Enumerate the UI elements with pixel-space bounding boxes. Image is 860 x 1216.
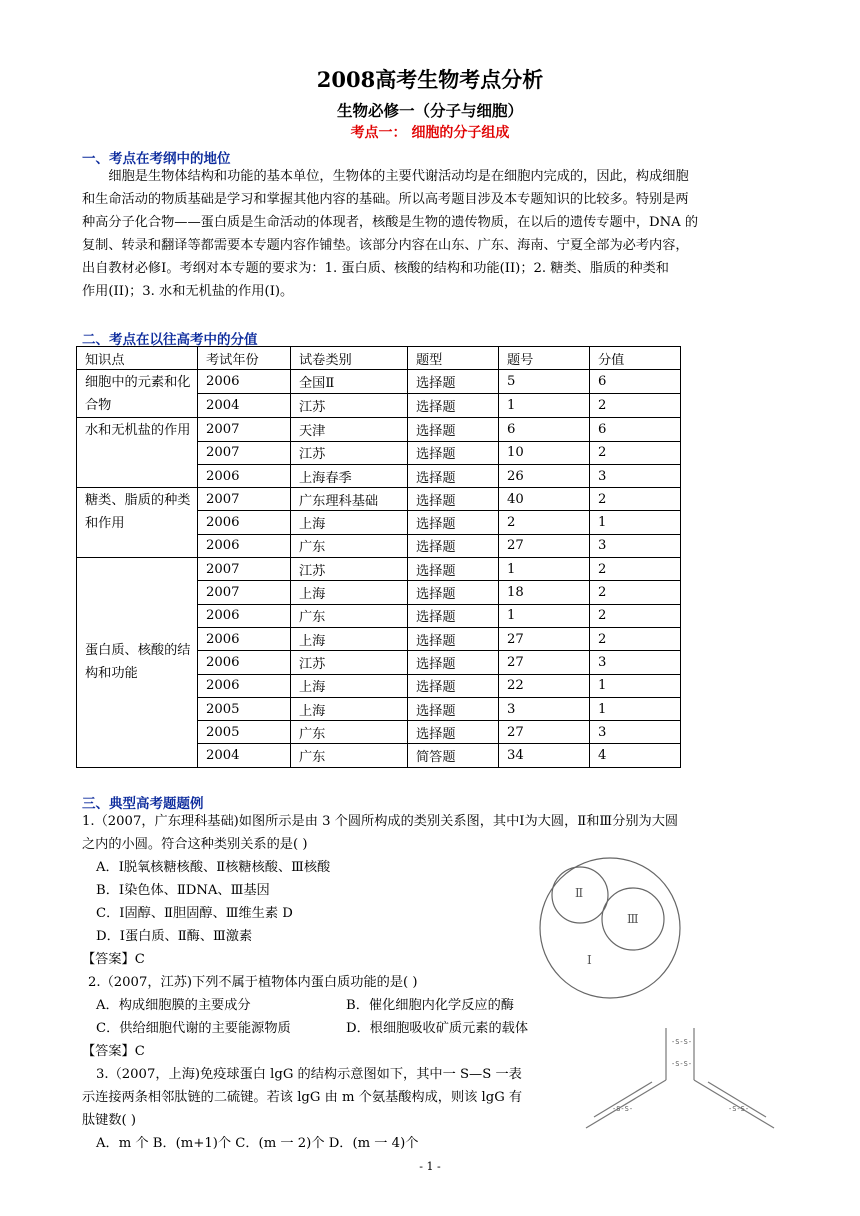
- table-cell: 2: [590, 604, 681, 627]
- table-cell: 2006: [198, 627, 291, 650]
- table-cell: 选择题: [408, 441, 499, 464]
- table-cell: 2: [590, 558, 681, 581]
- circle-large: [540, 858, 680, 998]
- table-cell: 简答题: [408, 744, 499, 767]
- table-cell: 2: [590, 394, 681, 418]
- table-header-cell: 分值: [590, 347, 681, 370]
- table-cell: 2: [590, 488, 681, 511]
- table-cell: 天津: [291, 418, 408, 441]
- q1-option-d: D．Ⅰ蛋白质、Ⅱ酶、Ⅲ激素: [96, 929, 253, 944]
- label-i: Ⅰ: [587, 953, 592, 967]
- table-cell: 选择题: [408, 581, 499, 604]
- table-cell: 6: [590, 370, 681, 394]
- table-cell: 27: [499, 627, 590, 650]
- section1-line: 细胞是生物体结构和功能的基本单位，生物体的主要代谢活动均是在细胞内完成的，因此，构成细胞: [108, 169, 689, 184]
- table-cell: 2: [590, 441, 681, 464]
- table-cell: 34: [499, 744, 590, 767]
- q1-stem: 之内的小圆。符合这种类别关系的是( ): [82, 837, 308, 852]
- table-cell: 2005: [198, 697, 291, 720]
- table-cell: 3: [590, 534, 681, 557]
- section1-paragraph: [82, 165, 782, 303]
- table-header-cell: 题型: [408, 347, 499, 370]
- document-title: 2008高考生物考点分析: [316, 67, 544, 92]
- q1-answer: 【答案】C: [82, 952, 145, 967]
- table-cell: 广东: [291, 534, 408, 557]
- table-cell: 广东: [291, 604, 408, 627]
- table-cell: 3: [590, 721, 681, 744]
- table-cell: 2006: [198, 674, 291, 697]
- section1-line: 作用(II)；3. 水和无机盐的作用(I)。: [82, 284, 294, 299]
- section3-heading: 三、典型高考题题例: [82, 796, 204, 812]
- table-cell: 选择题: [408, 394, 499, 418]
- topic-cell: 水和无机盐的作用: [77, 418, 198, 488]
- table-cell: 2: [590, 581, 681, 604]
- table-cell: 26: [499, 464, 590, 487]
- q1-option-c: C．Ⅰ固醇、Ⅱ胆固醇、Ⅲ维生素 D: [96, 906, 293, 921]
- q2-stem: 2.（2007，江苏)下列不属于植物体内蛋白质功能的是( ): [88, 975, 418, 990]
- section1-line: 复制、转录和翻译等都需要本专题内容作铺垫。该部分内容在山东、广东、海南、宁夏全部为必考内容，: [82, 238, 689, 253]
- table-cell: 4: [590, 744, 681, 767]
- table-cell: 广东: [291, 721, 408, 744]
- table-cell: 上海: [291, 674, 408, 697]
- table-cell: 22: [499, 674, 590, 697]
- q1-option-b: B．Ⅰ染色体、ⅡDNA、Ⅲ基因: [96, 883, 270, 898]
- table-cell: 2005: [198, 721, 291, 744]
- table-cell: 选择题: [408, 721, 499, 744]
- table-cell: 5: [499, 370, 590, 394]
- label-ii: Ⅱ: [575, 886, 584, 900]
- table-cell: 2007: [198, 581, 291, 604]
- table-row: [77, 558, 681, 581]
- table-cell: 选择题: [408, 511, 499, 534]
- table-header-cell: 知识点: [77, 347, 198, 370]
- q3-stem: 示连接两条相邻肽链的二硫键。若该 lgG 由 m 个氨基酸构成，则该 lgG 有: [82, 1090, 523, 1105]
- table-cell: 江苏: [291, 394, 408, 418]
- table-cell: 2007: [198, 441, 291, 464]
- section1-heading: 一、考点在考纲中的地位: [82, 151, 231, 167]
- table-cell: 2: [499, 511, 590, 534]
- table-cell: 全国Ⅱ: [291, 370, 408, 394]
- disulfide-bond-label: -S-S-: [612, 1105, 634, 1113]
- table-cell: 2006: [198, 604, 291, 627]
- table-cell: 选择题: [408, 558, 499, 581]
- table-cell: 1: [499, 394, 590, 418]
- table-cell: 6: [590, 418, 681, 441]
- table-cell: 广东理科基础: [291, 488, 408, 511]
- section1-line: 和生命活动的物质基础是学习和掌握其他内容的基础。所以高考题目涉及本专题知识的比较多。特别是两: [82, 192, 689, 207]
- table-header-cell: 试卷类别: [291, 347, 408, 370]
- table-cell: 选择题: [408, 370, 499, 394]
- table-cell: 选择题: [408, 651, 499, 674]
- q2-option-d: D．根细胞吸收矿质元素的载体: [346, 1021, 529, 1036]
- table-cell: 2007: [198, 488, 291, 511]
- topic-cell: 糖类、脂质的种类和作用: [77, 488, 198, 558]
- category-circles-figure: [535, 853, 685, 1003]
- table-cell: 6: [499, 418, 590, 441]
- table-cell: 选择题: [408, 464, 499, 487]
- table-cell: 18: [499, 581, 590, 604]
- section1-line: 出自教材必修Ⅰ。考纲对本专题的要求为：1. 蛋白质、核酸的结构和功能(II)；2. 糖类、脂质的种类和: [82, 261, 669, 276]
- table-cell: 选择题: [408, 534, 499, 557]
- table-cell: 广东: [291, 744, 408, 767]
- q2-option-b: B．催化细胞内化学反应的酶: [346, 998, 514, 1013]
- q3-options: A．m 个 B．(m+1)个 C．(m 一 2)个 D．(m 一 4)个: [96, 1136, 419, 1151]
- table-cell: 上海春季: [291, 464, 408, 487]
- table-row: [77, 370, 681, 394]
- table-cell: 40: [499, 488, 590, 511]
- section2-heading: 二、考点在以往高考中的分值: [82, 332, 258, 348]
- section1-line: 种高分子化合物——蛋白质是生命活动的体现者，核酸是生物的遗传物质，在以后的遗传专题中，DNA 的: [82, 215, 699, 230]
- table-cell: 江苏: [291, 558, 408, 581]
- table-cell: 2006: [198, 370, 291, 394]
- table-row: [77, 418, 681, 441]
- disulfide-bond-label: -S-S-: [728, 1105, 750, 1113]
- topic-cell: 蛋白质、核酸的结构和功能: [77, 558, 198, 768]
- table-cell: 2006: [198, 534, 291, 557]
- q2-option-c: C．供给细胞代谢的主要能源物质: [96, 1021, 291, 1036]
- document-subtitle: 生物必修一（分子与细胞）: [336, 101, 523, 120]
- table-cell: 2004: [198, 744, 291, 767]
- table-row: [77, 488, 681, 511]
- disulfide-bond-label: -S-S-: [671, 1060, 693, 1068]
- table-cell: 10: [499, 441, 590, 464]
- table-cell: 上海: [291, 511, 408, 534]
- q1-stem: 1.（2007，广东理科基础)如图所示是由 3 个圆所构成的类别关系图，其中Ⅰ为大圆，Ⅱ和Ⅲ分别为大圆: [82, 814, 679, 829]
- table-cell: 3: [590, 651, 681, 674]
- table-cell: 选择题: [408, 418, 499, 441]
- table-cell: 2007: [198, 558, 291, 581]
- table-cell: 2006: [198, 511, 291, 534]
- page-number: - 1 -: [419, 1160, 441, 1173]
- exam-point-title: [0, 122, 860, 142]
- q3-stem: 3.（2007，上海)免疫球蛋白 lgG 的结构示意图如下，其中一 S—S 一表: [96, 1067, 522, 1082]
- table-cell: 选择题: [408, 674, 499, 697]
- table-cell: 3: [590, 464, 681, 487]
- table-cell: 上海: [291, 627, 408, 650]
- table-header-row: [77, 347, 681, 370]
- table-cell: 1: [590, 674, 681, 697]
- table-cell: 1: [590, 697, 681, 720]
- table-header-cell: 题号: [499, 347, 590, 370]
- igg-structure-figure: [580, 1022, 780, 1134]
- table-cell: 江苏: [291, 651, 408, 674]
- table-header-cell: 考试年份: [198, 347, 291, 370]
- label-iii: Ⅲ: [627, 912, 639, 926]
- q3-stem: 肽键数( ): [82, 1113, 137, 1128]
- table-cell: 2004: [198, 394, 291, 418]
- q2-option-a: A．构成细胞膜的主要成分: [96, 998, 251, 1013]
- table-cell: 上海: [291, 581, 408, 604]
- table-cell: 江苏: [291, 441, 408, 464]
- point-label: 考点一：: [350, 125, 407, 141]
- score-table: [76, 346, 681, 768]
- table-cell: 上海: [291, 697, 408, 720]
- point-name: 细胞的分子组成: [411, 125, 510, 141]
- table-cell: 2: [590, 627, 681, 650]
- q2-answer: 【答案】C: [82, 1044, 145, 1059]
- table-cell: 27: [499, 651, 590, 674]
- table-cell: 选择题: [408, 697, 499, 720]
- disulfide-bond-label: -S-S-: [671, 1038, 693, 1046]
- table-cell: 选择题: [408, 604, 499, 627]
- table-cell: 2006: [198, 651, 291, 674]
- topic-cell: 细胞中的元素和化合物: [77, 370, 198, 418]
- table-cell: 3: [499, 697, 590, 720]
- table-cell: 27: [499, 534, 590, 557]
- table-cell: 27: [499, 721, 590, 744]
- table-cell: 2007: [198, 418, 291, 441]
- q1-option-a: A．Ⅰ脱氧核糖核酸、Ⅱ核糖核酸、Ⅲ核酸: [96, 860, 331, 875]
- table-cell: 2006: [198, 464, 291, 487]
- table-cell: 选择题: [408, 627, 499, 650]
- table-cell: 选择题: [408, 488, 499, 511]
- table-cell: 1: [499, 604, 590, 627]
- table-cell: 1: [590, 511, 681, 534]
- table-cell: 1: [499, 558, 590, 581]
